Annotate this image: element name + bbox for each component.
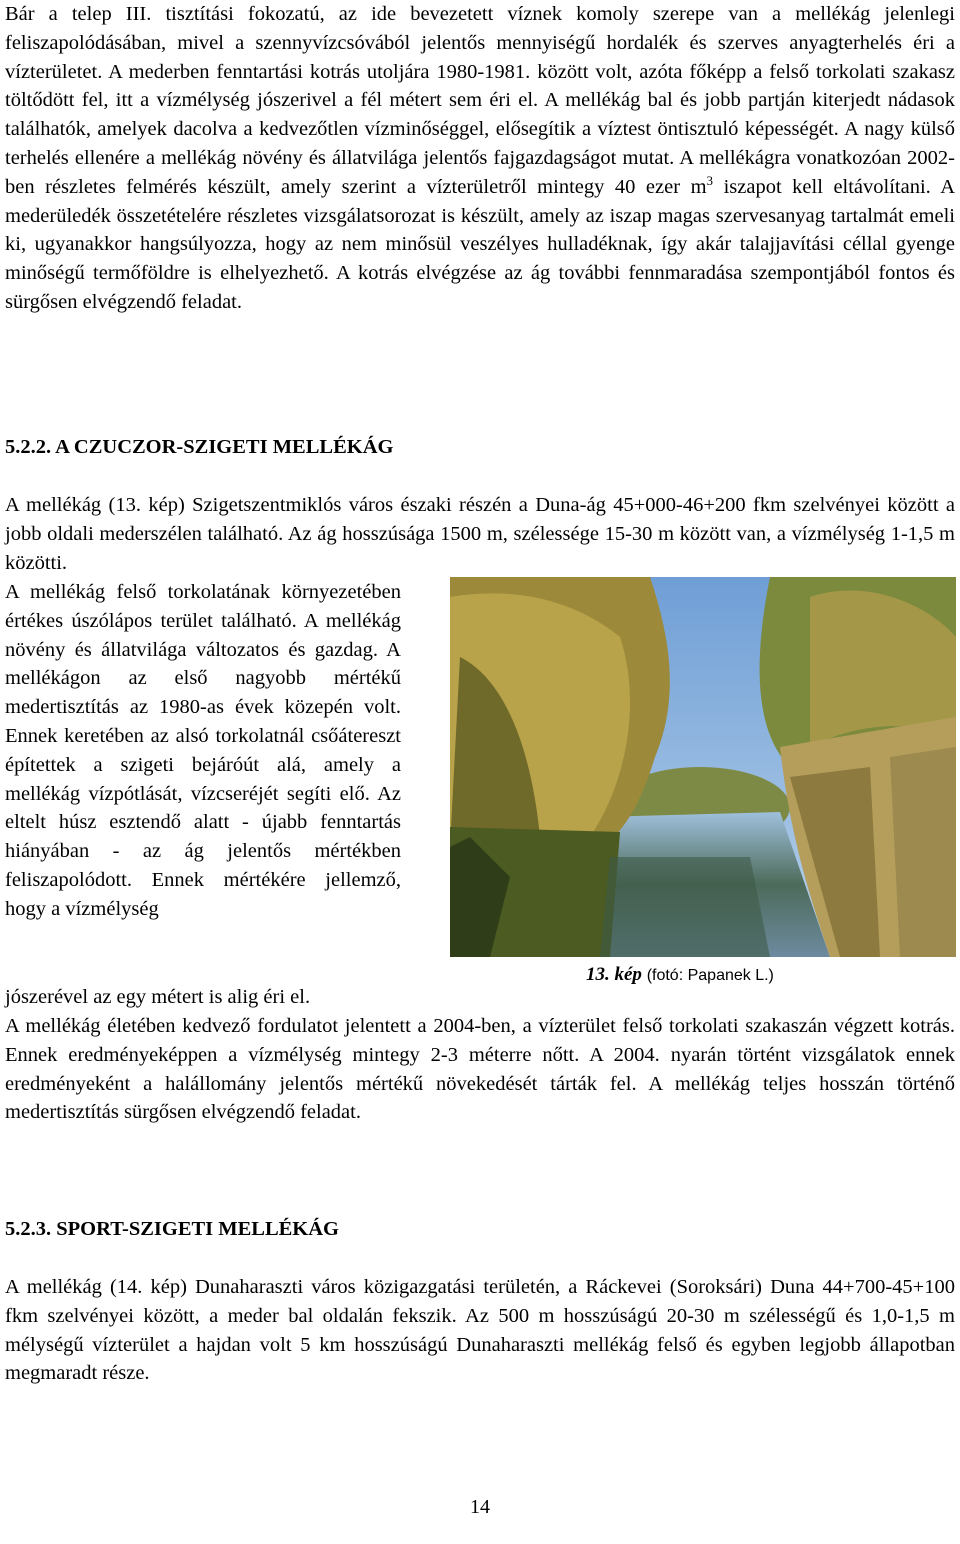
paragraph-2004 (5, 1012, 955, 1127)
section-heading-czuczor: 5.2.2. A CZUCZOR-SZIGETI MELLÉKÁG (5, 436, 394, 458)
river-photo-image (450, 577, 956, 957)
paragraph-text: jószerével az egy métert is alig éri el. (5, 986, 311, 1008)
paragraph-text: A mellékág életében kedvező fordulatot jelentett a 2004-ben, a vízterület felső torkolati szakaszán végzett kotrás. Ennek eredményeképpen a vízmélység mintegy 2-3 méterre nőtt. A 2004. nyarán történt vizsgálatok ennek eredményeként a halállomány jelentős mértékű növekedését tárták fel. A mellékág teljes hosszán történő medertisztítás sürgősen elvégzendő feladat. (5, 1015, 955, 1124)
paragraph-text: A mellékág (13. kép) Szigetszentmiklós város északi részén a Duna-ág 45+000-46+200 fkm szelvényei között a jobb oldali mederszélen található. Az ág hosszúsága 1500 m, szélessége 15-30 m között van, a vízmélység 1-1,5 m közötti. (5, 494, 955, 574)
figure-number: 13. kép (586, 964, 642, 985)
paragraph-text: A mellékág (14. kép) Dunaharaszti város közigazgatási területén, a Ráckevei (Soroksári) Duna 44+700-45+100 fkm szelvényei között, a meder bal oldalán fekszik. Az 500 m hosszúságú 20-30 m szélességű és 1,0-1,5 m mélységű vízterület a hajdan volt 5 km hosszúságú Dunaharaszti mellékág felső és egyben legjobb állapotban megmaradt része. (5, 1276, 955, 1385)
paragraph-telep (5, 0, 955, 317)
figure-credit: (fotó: Papanek L.) (646, 967, 774, 984)
paragraph-text-cont: iszapot kell eltávolítani. A mederüledék összetételére részletes vizsgálatsorozat is készült, amely az iszap magas szervesanyag tartalmát emeli ki, ugyanakkor hangsúlyozza, hogy az nem minősül veszélyes hulladéknak, így akár talajjavítási céllal gyenge minőségű termőföldre is elhelyezhető. A kotrás elvégzése az ág további fennmaradása szempontjából fontos és sürgősen elvégzendő feladat. (5, 175, 955, 313)
figure-caption (586, 962, 774, 989)
paragraph-text: Bár a telep III. tisztítási fokozatú, az ide bevezetett víznek komoly szerepe van a mellékág jelenlegi feliszapolódásában, mivel a szennyvízcsóvából jelentős mennyiségű hordalék és szerves anyagterhelés éri a vízterületet. A mederben fenntartási kotrás utoljára 1980-1981. között volt, azóta főképp a felső torkolati szakasz töltődött fel, itt a vízmélység jószerivel a fél métert sem éri el. A mellékág bal és jobb partján kiterjedt nádasok találhatók, amelyek dacolva a kedvezőtlen vízminőséggel, elősegítik a víztest öntisztuló képességét. A nagy külső terhelés ellenére a mellékág növény és állatvilága jelentős fajgazdagságot mutat. A mellékágra vonatkozóan 2002-ben részletes felmérés készült, amely szerint a vízterületről mintegy 40 ezer m (5, 3, 955, 198)
paragraph-text: A mellékág felső torkolatának környezetében értékes úszólápos terület található. A mellékág növény és állatvilága változatos és gazdag. A mellékágon az első nagyobb mértékű medertisztítás az 1980-as évek közepén volt. Ennek keretében az alsó torkolatnál csőátereszt építettek a szigeti bejáróút alá, amely a mellékág vízpótlását, vízcseréjét segíti elő. Az eltelt húsz esztendő alatt - újabb fenntartás hiányában - az ág jelentős mértékben feliszapolódott. Ennek mértékére jellemző, hogy a vízmélység (5, 581, 401, 920)
paragraph-czuczor-intro (5, 491, 955, 577)
river-photo (450, 577, 956, 957)
page-number: 14 (470, 1496, 490, 1518)
superscript: 3 (706, 172, 714, 188)
paragraph-sport (5, 1273, 955, 1388)
section-heading-sport: 5.2.3. SPORT-SZIGETI MELLÉKÁG (5, 1218, 340, 1240)
paragraph-czuczor-wrapped (5, 578, 401, 924)
paragraph-czuczor-tail (5, 983, 955, 1012)
